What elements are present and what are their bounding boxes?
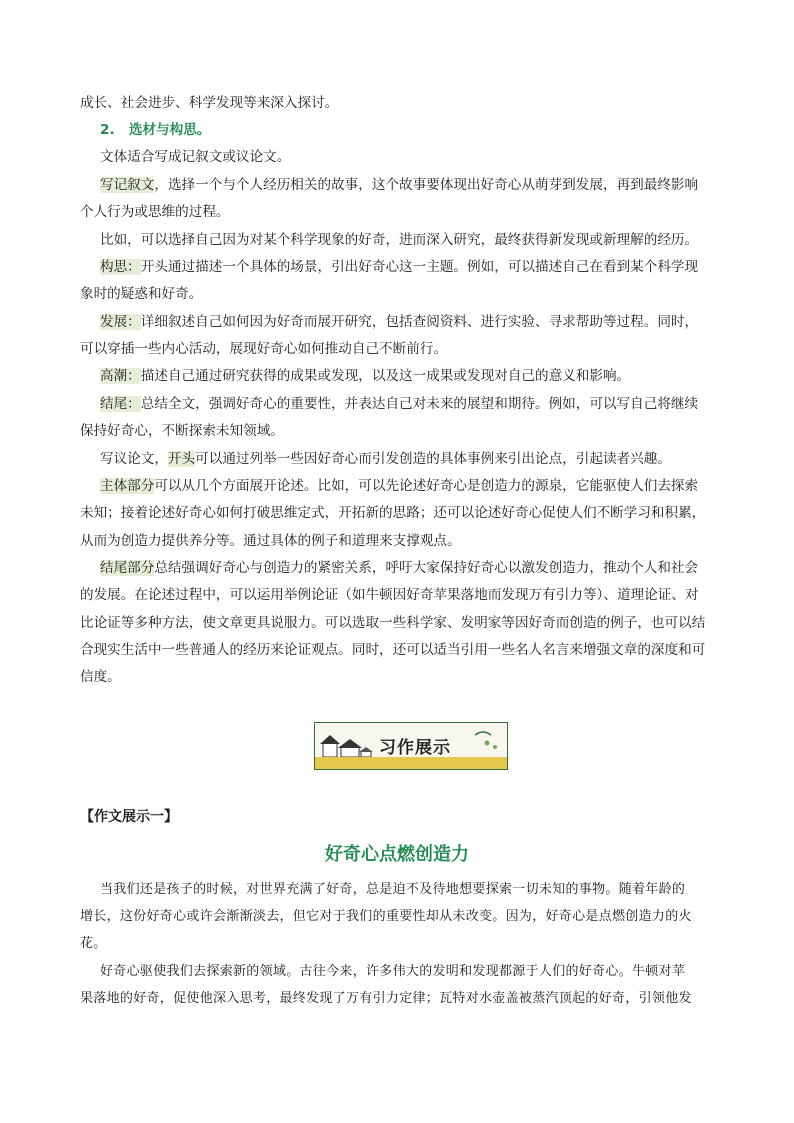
highlight-label: 发展：: [100, 314, 141, 330]
highlight-label: 主体部分: [100, 478, 155, 494]
essay-line: 花。: [80, 936, 107, 951]
highlight-label: 构思：: [100, 259, 141, 275]
highlight-label: 开头: [167, 451, 196, 467]
paragraph-line: [100, 446, 740, 473]
paragraph-line: 从而为创造力提供养分等。通过具体的例子和道理来支撑观点。: [80, 533, 461, 549]
paragraph-line: [100, 473, 740, 500]
paragraph-line: [100, 555, 740, 582]
paragraph-line: 象时的疑惑和好奇。: [80, 286, 203, 302]
paragraph-line: 未知；接着论述好奇心如何打破思维定式，开拓新的思路；还可以论述好奇心促使人们不断学习和积累，: [80, 505, 706, 521]
essay-line: 果落地的好奇，促使他深入思考，最终发现了万有引力定律；瓦特对水壶盖被蒸汽顶起的好奇，引领他发: [80, 991, 692, 1006]
section-heading: [100, 117, 740, 144]
paragraph-line: [100, 172, 740, 199]
section-banner: [314, 722, 508, 770]
paragraph-line: [100, 254, 740, 281]
paragraph-text: 可以通过列举一些因好奇心而引发创造的具体事例来引出论点，引起读者兴趣。: [195, 451, 671, 467]
paragraph-line: [100, 363, 740, 390]
paragraph-line: 文体适合写成记叙文或议论文。: [100, 149, 291, 165]
highlight-label: 高潮：: [100, 368, 141, 384]
essay-line: 当我们还是孩子的时候，对世界充满了好奇，总是迫不及待地想要探索一切未知的事物。随着年龄的: [100, 882, 686, 897]
highlight-label: 写记叙文: [100, 177, 155, 193]
paragraph-text: 总结全文，强调好奇心的重要性，并表达自己对未来的展望和期待。例如，可以写自己将继续: [140, 396, 699, 412]
essay-line: 增长，这份好奇心或许会渐渐淡去，但它对于我们的重要性却从未改变。因为，好奇心是点燃创造力的火: [80, 909, 692, 924]
paragraph-line: 成长、社会进步、科学发现等来深入探讨。: [80, 95, 339, 111]
paragraph-text: 描述自己通过研究获得的成果或发现，以及这一成果或发现对自己的意义和影响。: [140, 368, 631, 384]
paragraph-line: [100, 391, 740, 418]
paragraph-line: 可以穿插一些内心活动，展现好奇心如何推动自己不断前行。: [80, 341, 448, 357]
paragraph-line: 比如，可以选择自己因为对某个科学现象的好奇，进而深入研究，最终获得新发现或新理解的经历。: [100, 232, 699, 248]
paragraph-text: 总结强调好奇心与创造力的紧密关系，呼吁大家保持好奇心以激发创造力，推动个人和社会: [154, 560, 699, 576]
paragraph-text: 可以从几个方面展开论述。比如，可以先论述好奇心是创造力的源泉，它能驱使人们去探索: [154, 478, 699, 494]
paragraph-line: 合现实生活中一些普通人的经历来论证观点。同时，还可以适当引用一些名人名言来增强文章的深度和可: [80, 642, 706, 658]
paragraph-line: 保持好奇心，不断探索未知领域。: [80, 423, 284, 439]
essay-line: 好奇心驱使我们去探索新的领域。古往今来，许多伟大的发明和发现都源于人们的好奇心。牛顿对苹: [100, 964, 686, 979]
paragraph-line: [100, 309, 740, 336]
paragraph-line: 信度。: [80, 669, 121, 685]
paragraph-text: ，选择一个与个人经历相关的故事，这个故事要体现出好奇心从萌芽到发展，再到最终影响: [154, 177, 699, 193]
highlight-label: 结尾部分: [100, 560, 155, 576]
section-label: 【作文展示一】: [80, 809, 178, 825]
banner-title: 习作展示: [379, 738, 451, 758]
banner-strip: [315, 757, 507, 769]
heading-text: 选材与构思。: [128, 122, 211, 138]
essay-title: 好奇心点燃创造力: [325, 844, 469, 865]
paragraph-line: 的发展。在论述过程中，可以运用举例论证（如牛顿因好奇苹果落地而发现万有引力等）、道理论证、对: [80, 587, 699, 603]
paragraph-text: 详细叙述自己如何因为好奇而展开研究，包括查阅资料、进行实验、寻求帮助等过程。同时，: [140, 314, 699, 330]
highlight-label: 结尾：: [100, 396, 141, 412]
paragraph-line: 个人行为或思维的过程。: [80, 204, 230, 220]
paragraph-text: 写议论文，: [100, 451, 168, 467]
paragraph-text: 开头通过描述一个具体的场景，引出好奇心这一主题。例如，可以描述自己在看到某个科学现: [140, 259, 699, 275]
heading-number: 2.: [100, 122, 115, 138]
paragraph-line: 比论证等多种方法，使文章更具说服力。可以选取一些科学家、发明家等因好奇而创造的例子，也可以结: [80, 615, 706, 631]
